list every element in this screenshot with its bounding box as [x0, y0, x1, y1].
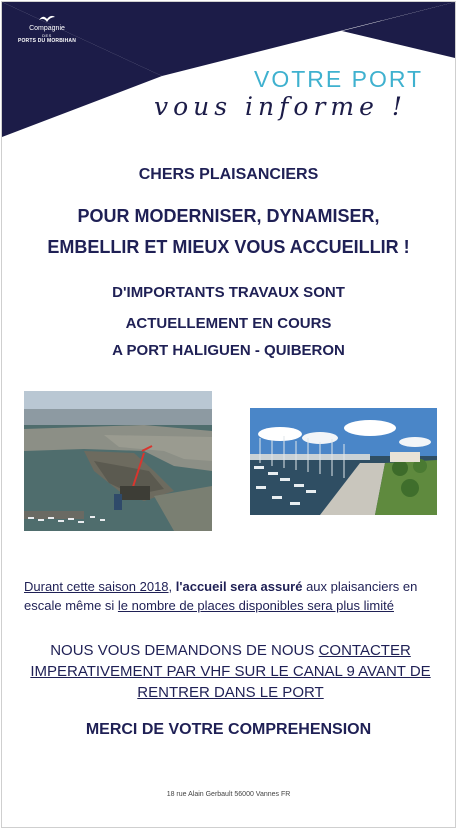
header-title-votre-port: VOTRE PORT — [254, 66, 424, 92]
headline-line-1: POUR MODERNISER, DYNAMISER, — [77, 206, 380, 226]
company-logo[interactable] — [12, 12, 82, 44]
greeting-heading: CHERS PLAISANCIERS — [138, 166, 319, 183]
vhf-callout — [24, 640, 437, 703]
footer-address: 18 rue Alain Gerbault 56000 Vannes FR — [166, 791, 291, 798]
works-line-2: ACTUELLEMENT EN COURS — [125, 315, 332, 332]
logo-text-des: DES — [42, 33, 52, 38]
logo-text-ports: PORTS DU MORBIHAN — [17, 38, 77, 44]
logo-text-company: Compagnie — [29, 25, 65, 32]
port-works-aerial-photo — [24, 391, 212, 531]
seagull-icon — [38, 12, 56, 24]
season-notice-middle: aux plaisanciers en escale même si — [24, 579, 418, 613]
season-notice-sep: , — [168, 579, 176, 594]
vhf-callout-intro: NOUS VOUS DEMANDONS DE NOUS — [50, 642, 319, 659]
works-line-1: D'IMPORTANTS TRAVAUX SONT — [112, 284, 345, 301]
email-frame — [1, 1, 456, 828]
header-title-informe: vous informe ! — [154, 92, 407, 121]
email-header — [2, 2, 455, 137]
season-notice-places: le nombre de places disponibles sera plus limité — [117, 598, 394, 613]
closing-message: MERCI DE VOTRE COMPREHENSION — [85, 721, 372, 738]
marina-promenade-photo — [250, 408, 437, 515]
works-line-3: A PORT HALIGUEN - QUIBERON — [112, 342, 345, 359]
headline-line-2: EMBELLIR ET MIEUX VOUS ACCUEILLIR ! — [47, 237, 410, 257]
vhf-callout-instruction: CONTACTER IMPERATIVEMENT PAR VHF SUR LE CANAL 9 AVANT DE RENTRER DANS LE PORT — [30, 642, 431, 701]
season-notice-date: Durant cette saison 2018 — [24, 579, 169, 594]
season-notice — [24, 577, 439, 615]
season-notice-bold: l'accueil sera assuré — [175, 579, 303, 594]
